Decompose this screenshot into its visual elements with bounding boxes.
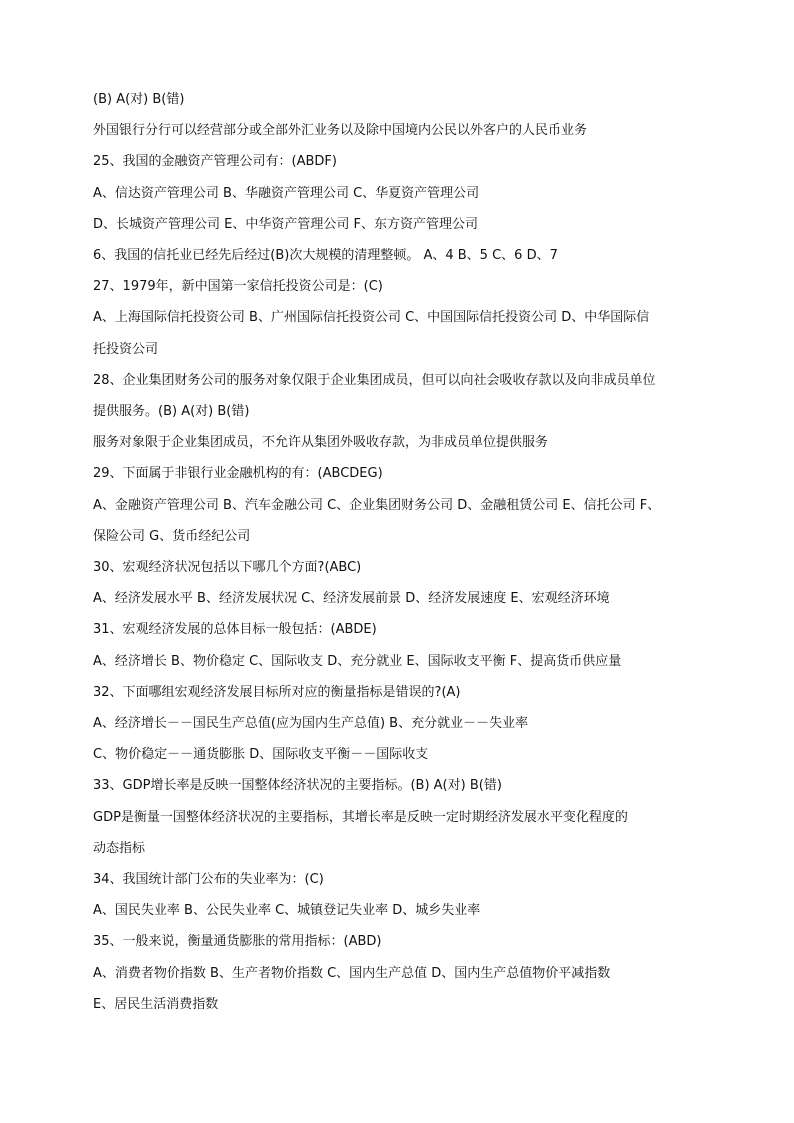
text-line: 33、GDP增长率是反映一国整体经济状况的主要指标。(B) A(对) B(错) bbox=[93, 778, 502, 793]
text-line: E、居民生活消费指数 bbox=[93, 997, 219, 1012]
text-line: A、消费者物价指数 B、生产者物价指数 C、国内生产总值 D、国内生产总值物价平减指数 bbox=[93, 966, 611, 981]
text-line: 25、我国的金融资产管理公司有：(ABDF) bbox=[93, 154, 337, 169]
text-line: 27、1979年，新中国第一家信托投资公司是：(C) bbox=[93, 279, 383, 294]
text-line: 提供服务。(B) A(对) B(错) bbox=[93, 404, 250, 419]
text-line: C、物价稳定－－通货膨胀 D、国际收支平衡－－国际收支 bbox=[93, 747, 429, 762]
text-line: 6、我国的信托业已经先后经过(B)次大规模的清理整顿。 A、4 B、5 C、6 D、7 bbox=[93, 248, 558, 263]
text-line: GDP是衡量一国整体经济状况的主要指标，其增长率是反映一定时期经济发展水平变化程度的 bbox=[93, 810, 628, 825]
text-line: 35、一般来说，衡量通货膨胀的常用指标：(ABD) bbox=[93, 934, 382, 949]
text-line: A、上海国际信托投资公司 B、广州国际信托投资公司 C、中国国际信托投资公司 D、中华国际信 bbox=[93, 310, 650, 325]
text-line: A、经济增长 B、物价稳定 C、国际收支 D、充分就业 E、国际收支平衡 F、提高货币供应量 bbox=[93, 654, 622, 669]
text-line: 保险公司 G、货币经纪公司 bbox=[93, 529, 251, 544]
text-line: 30、宏观经济状况包括以下哪几个方面?(ABC) bbox=[93, 560, 362, 575]
text-line: 29、下面属于非银行业金融机构的有：(ABCDEG) bbox=[93, 466, 383, 481]
text-line: 托投资公司 bbox=[93, 342, 159, 357]
text-line: A、信达资产管理公司 B、华融资产管理公司 C、华夏资产管理公司 bbox=[93, 186, 480, 201]
text-line: A、国民失业率 B、公民失业率 C、城镇登记失业率 D、城乡失业率 bbox=[93, 903, 481, 918]
text-line: 服务对象限于企业集团成员，不允许从集团外吸收存款，为非成员单位提供服务 bbox=[93, 435, 549, 450]
text-line: 28、企业集团财务公司的服务对象仅限于企业集团成员，但可以向社会吸收存款以及向非成员单位 bbox=[93, 373, 656, 388]
text-line: 32、下面哪组宏观经济发展目标所对应的衡量指标是错误的?(A) bbox=[93, 685, 461, 700]
text-line: 外国银行分行可以经营部分或全部外汇业务以及除中国境内公民以外客户的人民币业务 bbox=[93, 123, 588, 138]
text-line: 31、宏观经济发展的总体目标一般包括：(ABDE) bbox=[93, 622, 377, 637]
text-line: 34、我国统计部门公布的失业率为：(C) bbox=[93, 872, 324, 887]
text-line: A、金融资产管理公司 B、汽车金融公司 C、企业集团财务公司 D、金融租赁公司 E、信托公司 F、 bbox=[93, 498, 661, 513]
text-line: D、长城资产管理公司 E、中华资产管理公司 F、东方资产管理公司 bbox=[93, 217, 478, 232]
text-line: A、经济增长－－国民生产总值(应为国内生产总值) B、充分就业－－失业率 bbox=[93, 716, 529, 731]
text-line: 动态指标 bbox=[93, 841, 146, 856]
text-line: A、经济发展水平 B、经济发展状况 C、经济发展前景 D、经济发展速度 E、宏观经济环境 bbox=[93, 591, 610, 606]
text-line: (B) A(对) B(错) bbox=[93, 92, 185, 107]
